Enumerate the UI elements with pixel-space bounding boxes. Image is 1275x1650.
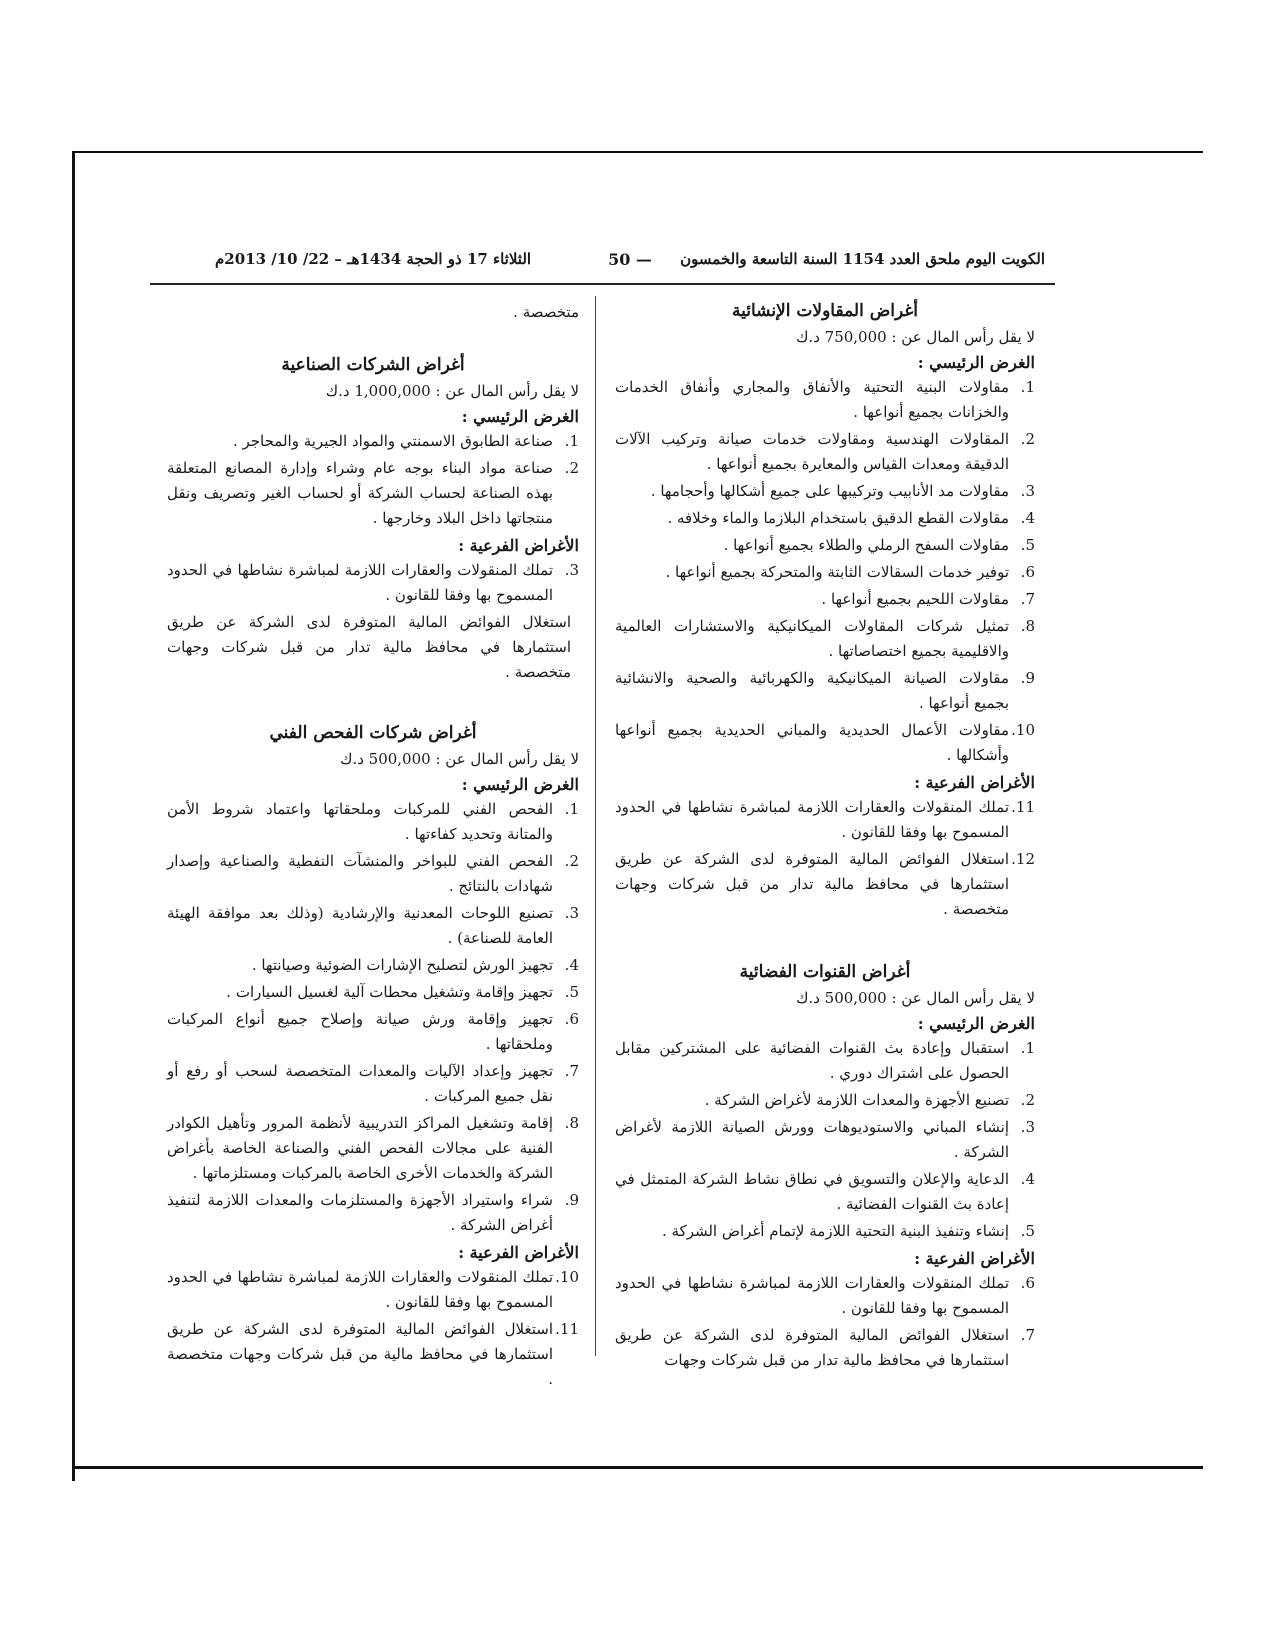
section-title: أغراض الشركات الصناعية xyxy=(281,355,465,375)
sub-purpose-list xyxy=(615,795,1035,922)
list-item: 1. صناعة الطابوق الاسمنتي والمواد الجيرية والمحاجر . xyxy=(232,432,579,450)
list-item: 5. إنشاء وتنفيذ البنية التحتية اللازمة لإتمام أغراض الشركة . xyxy=(661,1222,1035,1240)
list-item: 10. تملك المنقولات والعقارات اللازمة لمباشرة نشاطها في الحدود المسموح بها وفقا للقانون . xyxy=(167,1268,579,1311)
list-item: 3. إنشاء المباني والاستوديوهات وورش الصيانة اللازمة لأغراض الشركة . xyxy=(615,1118,1035,1161)
list-item: 6. تملك المنقولات والعقارات اللازمة لمباشرة نشاطها في الحدود المسموح بها وفقا للقانون . xyxy=(615,1274,1035,1317)
section-technical-inspection xyxy=(167,719,579,1392)
section-construction xyxy=(615,297,1035,922)
main-purpose-list xyxy=(615,375,1035,768)
page-header xyxy=(215,250,1045,280)
frame-top-rule xyxy=(72,151,1203,153)
list-item: 4. تجهيز الورش لتصليح الإشارات الضوئية وصيانتها . xyxy=(251,956,579,974)
frame-left-rule xyxy=(72,151,75,1481)
list-item: 4. مقاولات القطع الدقيق باستخدام البلازما والماء وخلافه . xyxy=(667,509,1035,527)
capital-requirement: لا يقل رأس المال عن : 1,000,000 د.ك xyxy=(325,382,579,400)
list-item: 7. مقاولات اللحيم بجميع أنواعها . xyxy=(821,590,1035,608)
list-item: 3. تملك المنقولات والعقارات اللازمة لمباشرة نشاطها في الحدود المسموح بها وفقا للقانون . xyxy=(167,561,579,604)
sub-purpose-list xyxy=(615,1271,1035,1373)
column-divider xyxy=(595,296,596,1356)
list-item: 2. صناعة مواد البناء بوجه عام وشراء وإدارة المصانع المتعلقة بهذه الصناعة لحساب الشركة أو لحساب الغير وتصريف ونقل منتجاتها داخل البلاد وخارجها . xyxy=(167,459,579,527)
header-page-number: — 50 xyxy=(608,250,652,269)
sub-purpose-heading: الأغراض الفرعية : xyxy=(914,1249,1035,1268)
list-item: 1. مقاولات البنية التحتية والأنفاق والمجاري وأنفاق الخدمات والخزانات بجميع أنواعها . xyxy=(615,378,1035,421)
main-purpose-heading: الغرض الرئيسي : xyxy=(461,775,579,794)
list-item: 6. توفير خدمات السقالات الثابتة والمتحركة بجميع أنواعها . xyxy=(665,563,1035,581)
sub-purpose-list xyxy=(167,1265,579,1392)
list-item: 4. الدعاية والإعلان والتسويق في نطاق نشاط الشركة المتمثل في إعادة بث القنوات الفضائية . xyxy=(615,1170,1035,1213)
list-item: 11. تملك المنقولات والعقارات اللازمة لمباشرة نشاطها في الحدود المسموح بها وفقا للقانون . xyxy=(615,798,1035,841)
list-item: 5. مقاولات السفح الرملي والطلاء بجميع أنواعها . xyxy=(723,536,1035,554)
list-item: 1. الفحص الفني للمركبات وملحقاتها واعتماد شروط الأمن والمتانة وتحديد كفاءتها . xyxy=(167,800,579,843)
section-satellite-channels xyxy=(615,958,1035,1373)
list-item: 10. مقاولات الأعمال الحديدية والمباني الحديدية بجميع أنواعها وأشكالها . xyxy=(615,721,1035,764)
list-item: 2. الفحص الفني للبواخر والمنشآت النفطية والصناعية وإصدار شهادات بالنتائج . xyxy=(167,852,579,895)
list-item: 8. إقامة وتشغيل المراكز التدريبية لأنظمة المرور وتأهيل الكوادر الفنية على مجالات الفحص الفني والصناعة الخاصة بأغراض الشركة والخدمات الأخرى الخاصة بالمركبات ومستلزماتها . xyxy=(167,1114,579,1182)
sub-purpose-heading: الأغراض الفرعية : xyxy=(458,536,579,555)
list-item: 3. تصنيع اللوحات المعدنية والإرشادية (وذلك بعد موافقة الهيئة العامة للصناعة) . xyxy=(167,904,579,947)
header-publication: الكويت اليوم ملحق العدد 1154 السنة التاسعة والخمسون xyxy=(680,250,1045,268)
main-purpose-list xyxy=(167,797,579,1238)
list-item: 9. شراء واستيراد الأجهزة والمستلزمات والمعدات اللازمة لتنفيذ أغراض الشركة . xyxy=(167,1191,579,1234)
section-title: أغراض شركات الفحص الفني xyxy=(269,723,477,743)
main-purpose-heading: الغرض الرئيسي : xyxy=(917,353,1035,372)
main-purpose-list xyxy=(167,429,579,531)
list-item: 7. استغلال الفوائض المالية المتوفرة لدى الشركة عن طريق استثمارها في محافظ مالية تدار من قبل شركات وجهات xyxy=(615,1326,1035,1369)
right-column xyxy=(615,297,1035,1375)
list-item: 11. استغلال الفوائض المالية المتوفرة لدى الشركة عن طريق استثمارها في محافظ مالية من قبل شركات وجهات متخصصة . xyxy=(167,1320,579,1388)
capital-requirement: لا يقل رأس المال عن : 750,000 د.ك xyxy=(796,328,1035,346)
section-title: أغراض القنوات الفضائية xyxy=(739,962,911,982)
header-date: الثلاثاء 17 ذو الحجة 1434هـ – 22/ 10/ 2013م xyxy=(215,250,532,268)
list-item: 2. تصنيع الأجهزة والمعدات اللازمة لأغراض الشركة . xyxy=(704,1091,1035,1109)
main-purpose-list xyxy=(615,1036,1035,1244)
frame-bottom-rule xyxy=(72,1466,1203,1469)
main-purpose-heading: الغرض الرئيسي : xyxy=(461,407,579,426)
list-item: 7. تجهيز وإعداد الآليات والمعدات المتخصصة لسحب أو رفع أو نقل جميع المركبات . xyxy=(167,1062,579,1105)
list-item: 12. استغلال الفوائض المالية المتوفرة لدى الشركة عن طريق استثمارها في محافظ مالية تدار من قبل شركات وجهات متخصصة . xyxy=(615,850,1035,918)
list-item: 5. تجهيز وإقامة وتشغيل محطات آلية لغسيل السيارات . xyxy=(226,983,579,1001)
tail-paragraph: استغلال الفوائض المالية المتوفرة لدى الشركة عن طريق استثمارها في محافظ مالية تدار من قبل شركات وجهات متخصصة . xyxy=(167,613,571,681)
list-item: 1. استقبال وإعادة بث القنوات الفضائية على المشتركين مقابل الحصول على اشتراك دوري . xyxy=(615,1039,1035,1082)
capital-requirement: لا يقل رأس المال عن : 500,000 د.ك xyxy=(796,989,1035,1007)
left-column xyxy=(167,300,579,1394)
main-purpose-heading: الغرض الرئيسي : xyxy=(917,1014,1035,1033)
list-item: 2. المقاولات الهندسية ومقاولات خدمات صيانة وتركيب الآلات الدقيقة ومعدات القياس والمعايرة بجميع أنواعها . xyxy=(615,430,1035,473)
header-rule xyxy=(150,283,1055,285)
list-item: 6. تجهيز وإقامة ورش صيانة وإصلاح جميع أنواع المركبات وملحقاتها . xyxy=(167,1010,579,1053)
carryover-text: متخصصة . xyxy=(513,303,579,321)
capital-requirement: لا يقل رأس المال عن : 500,000 د.ك xyxy=(340,750,579,768)
list-item: 8. تمثيل شركات المقاولات الميكانيكية والاستشارات العالمية والاقليمية بجميع اختصاصاتها . xyxy=(615,617,1035,660)
section-industrial xyxy=(167,351,579,685)
sub-purpose-heading: الأغراض الفرعية : xyxy=(914,773,1035,792)
sub-purpose-heading: الأغراض الفرعية : xyxy=(458,1243,579,1262)
list-item: 9. مقاولات الصيانة الميكانيكية والكهربائية والصحية والانشائية بجميع أنواعها . xyxy=(615,669,1035,712)
list-item: 3. مقاولات مد الأنابيب وتركيبها على جميع أشكالها وأحجامها . xyxy=(650,482,1035,500)
section-title: أغراض المقاولات الإنشائية xyxy=(732,301,918,321)
sub-purpose-list xyxy=(167,558,579,608)
